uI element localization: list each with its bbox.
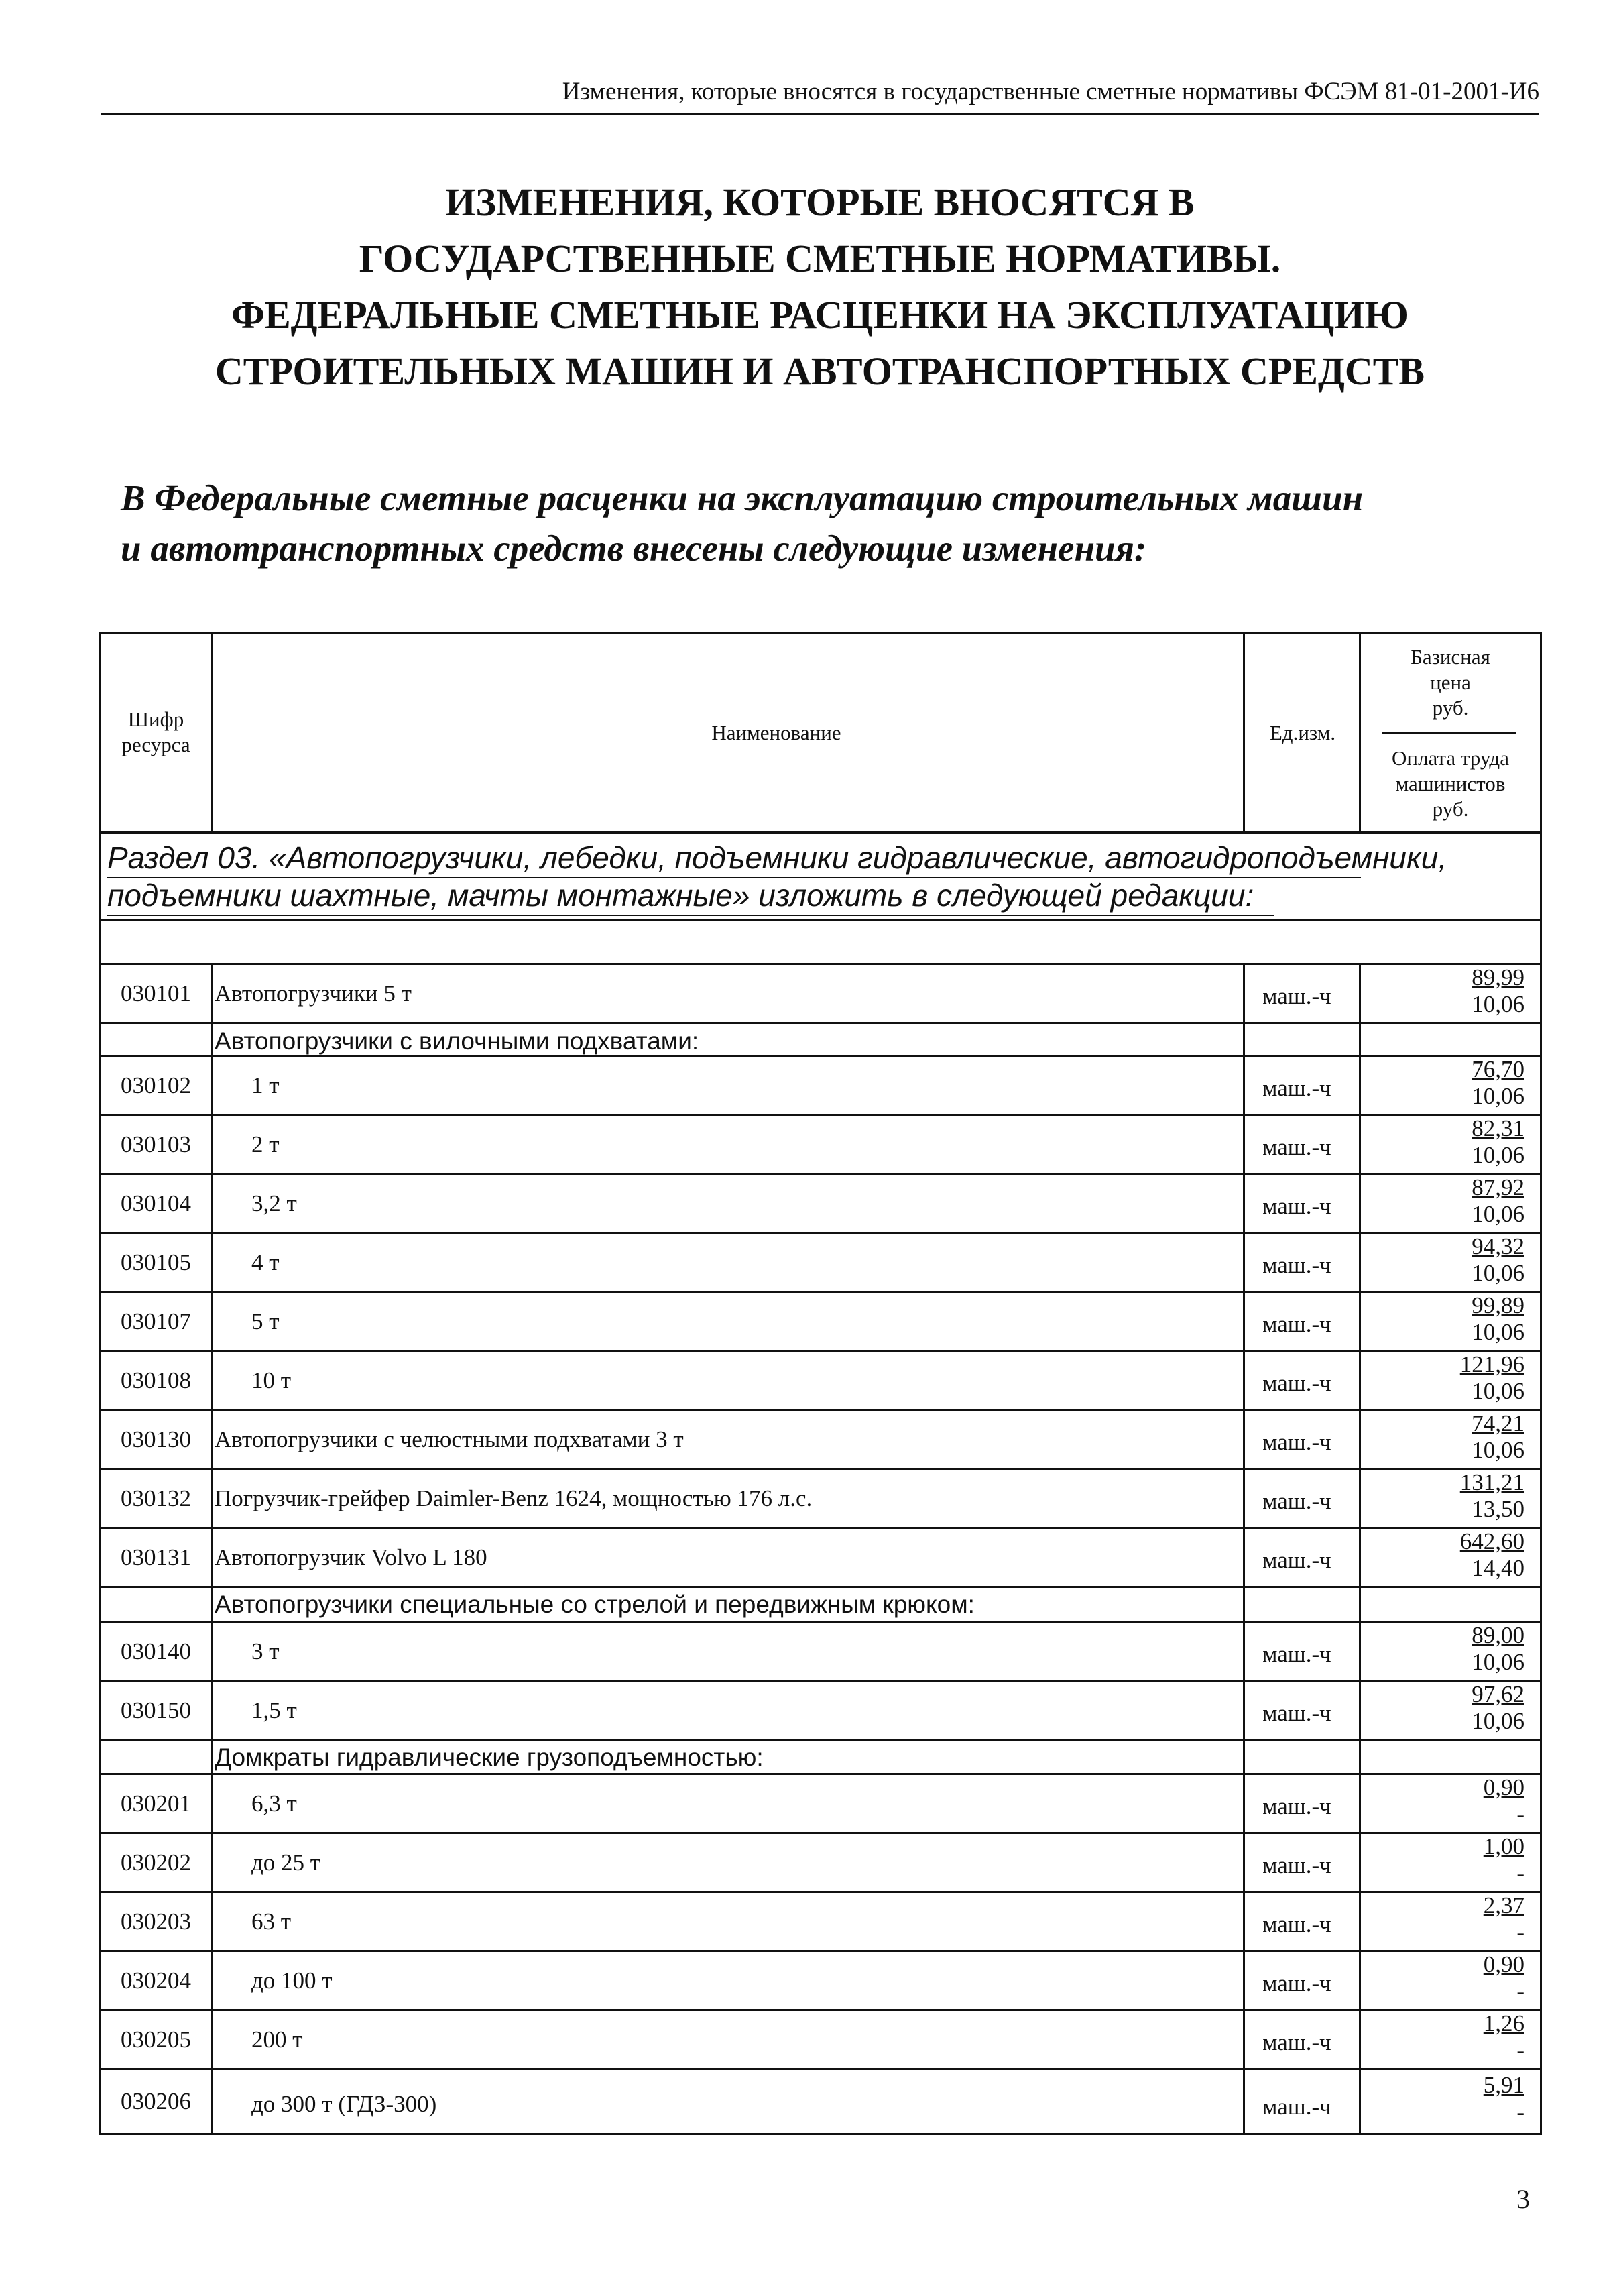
row-code: 030107 [121,1308,191,1334]
row-price [1361,1528,1524,1582]
table-row [101,1891,1540,1950]
row-rule [101,1739,1540,1741]
row-name: 5 т [251,1308,280,1334]
row-price [1361,2072,1524,2126]
row-base-price: 87,92 [1472,1174,1524,1200]
row-code: 030105 [121,1249,191,1275]
row-price [1361,1951,1524,2005]
header-rule [101,113,1539,115]
row-price [1361,1622,1524,1676]
row-base-price: 0,90 [1483,1951,1524,1977]
table-row [101,1468,1540,1527]
row-base-price: 76,70 [1472,1056,1524,1082]
row-base-price: 94,32 [1472,1233,1524,1259]
row-labor-price: 10,06 [1472,991,1524,1017]
page-number: 3 [1516,2184,1530,2214]
row-unit: маш.-ч [1262,1134,1331,1160]
row-name: 6,3 т [251,1790,297,1817]
row-code: 030102 [121,1072,191,1098]
row-name: Автопогрузчик Volvo L 180 [215,1544,487,1570]
row-name: Автопогрузчики с челюстными подхватами 3 т [215,1426,684,1452]
row-unit: маш.-ч [1262,1970,1331,1996]
row-name: Автопогрузчики 5 т [215,980,412,1007]
section-underline [107,877,1361,878]
row-base-price: 97,62 [1472,1681,1524,1707]
row-unit: маш.-ч [1262,1700,1331,1726]
row-rule [101,1022,1540,1024]
table-row [101,2068,1540,2133]
row-unit: маш.-ч [1262,1370,1331,1396]
header-code: Шифр ресурса [121,707,190,756]
row-base-price: 2,37 [1483,1892,1524,1918]
row-name: 10 т [251,1367,292,1393]
row-code: 030131 [121,1544,191,1570]
row-labor-price: 10,06 [1472,1260,1524,1286]
row-code: 030203 [121,1908,191,1935]
row-labor-price: 13,50 [1472,1496,1524,1522]
row-name: 4 т [251,1249,280,1275]
row-labor-price: 10,06 [1472,1142,1524,1168]
row-base-price: 642,60 [1459,1528,1524,1554]
row-base-price: 0,90 [1483,1774,1524,1800]
rates-table [99,632,1542,2135]
running-head: Изменения, которые вносятся в государственные сметные нормативы ФСЭМ 81-01-2001-И6 [562,78,1539,105]
header-price-divider [1382,732,1516,734]
row-labor-price: 10,06 [1472,1378,1524,1404]
row-unit: маш.-ч [1262,2029,1331,2055]
row-name: 63 т [251,1908,292,1935]
row-unit: маш.-ч [1262,1252,1331,1278]
intro-line: и автотранспортных средств внесены следующие изменения: [121,528,1147,569]
row-labor-price: 10,06 [1472,1201,1524,1227]
row-labor-price: - [1516,1801,1524,1827]
row-labor-price: 10,06 [1472,1649,1524,1675]
header-col-divider [211,634,213,831]
table-row [101,2009,1540,2068]
row-code: 030103 [121,1131,191,1157]
row-price [1361,1774,1524,1828]
row-unit: маш.-ч [1262,1429,1331,1455]
table-row [101,1621,1540,1680]
header-col-divider [1359,634,1361,831]
header-price: Базисная цена руб. [1411,645,1490,720]
row-base-price: 89,99 [1472,964,1524,990]
row-labor-price: 10,06 [1472,1708,1524,1734]
row-unit: маш.-ч [1262,1547,1331,1573]
row-base-price: 1,00 [1483,1833,1524,1859]
row-name: до 25 т [251,1849,321,1876]
row-labor-price: - [1516,1860,1524,1886]
row-labor-price: 10,06 [1472,1437,1524,1463]
row-base-price: 131,21 [1459,1469,1524,1495]
section-rule [101,919,1540,921]
table-row [101,1114,1540,1173]
row-name: 2 т [251,1131,280,1157]
row-labor-price: - [1516,2037,1524,2063]
row-name: до 100 т [251,1967,333,1994]
title-line: СТРОИТЕЛЬНЫХ МАШИН И АВТОТРАНСПОРТНЫХ СРЕДСТВ [215,349,1425,393]
table-row [101,1832,1540,1891]
row-code: 030130 [121,1426,191,1452]
row-name: 3,2 т [251,1190,297,1216]
intro-line: В Федеральные сметные расценки на эксплуатацию строительных машин [121,477,1364,518]
document-title [101,174,1539,400]
row-unit: маш.-ч [1262,1193,1331,1219]
row-name: 1 т [251,1072,280,1098]
header-bottom-rule [101,831,1540,834]
row-price [1361,2010,1524,2064]
row-unit: маш.-ч [1262,1488,1331,1514]
row-code: 030140 [121,1638,191,1664]
row-code: 030206 [121,2088,191,2114]
row-code: 030104 [121,1190,191,1216]
row-base-price: 99,89 [1472,1292,1524,1318]
table-row [101,1950,1540,2009]
section-heading: Раздел 03. «Автопогрузчики, лебедки, подъемники гидравлические, автогидроподъемники, подъемники шахтные, мачты монтажные» изложить в следующей редакции: [107,840,1447,913]
row-name: 200 т [251,2026,303,2053]
title-line: ФЕДЕРАЛЬНЫЕ СМЕТНЫЕ РАСЦЕНКИ НА ЭКСПЛУАТАЦИЮ [231,293,1409,337]
row-price [1361,1115,1524,1169]
row-price [1361,1233,1524,1287]
row-base-price: 1,26 [1483,2010,1524,2036]
row-base-price: 89,00 [1472,1622,1524,1648]
row-price [1361,1681,1524,1735]
row-rule [101,1586,1540,1588]
row-unit: маш.-ч [1262,2093,1331,2120]
row-labor-price: - [1516,1919,1524,1945]
row-labor-price: 14,40 [1472,1555,1524,1581]
row-unit: маш.-ч [1262,1911,1331,1937]
row-code: 030150 [121,1697,191,1723]
row-name: 1,5 т [251,1697,297,1723]
row-labor-price: 10,06 [1472,1083,1524,1109]
row-base-price: 5,91 [1483,2072,1524,2098]
row-code: 030201 [121,1790,191,1817]
table-row [101,1680,1540,1739]
table-row [101,1173,1540,1232]
table-row [101,1055,1540,1114]
header-labor: Оплата труда машинистов руб. [1392,746,1509,821]
row-price [1361,1410,1524,1464]
row-price [1361,1469,1524,1523]
table-row [101,1350,1540,1409]
row-price [1361,1056,1524,1110]
title-line: ИЗМЕНЕНИЯ, КОТОРЫЕ ВНОСЯТСЯ В [445,180,1195,224]
intro-paragraph [121,473,1542,573]
row-labor-price: - [1516,2099,1524,2125]
row-base-price: 74,21 [1472,1410,1524,1436]
row-name: 3 т [251,1638,280,1664]
header-col-divider [1243,634,1245,831]
group-heading: Автопогрузчики с вилочными подхватами: [215,1027,699,1055]
row-unit: маш.-ч [1262,1793,1331,1819]
row-price [1361,1892,1524,1946]
section-underline [107,915,1274,916]
row-labor-price: 10,06 [1472,1319,1524,1345]
row-code: 030205 [121,2026,191,2053]
row-price [1361,1292,1524,1346]
header-unit: Ед.изм. [1269,721,1336,744]
row-unit: маш.-ч [1262,1311,1331,1337]
row-unit: маш.-ч [1262,1075,1331,1101]
row-price [1361,1351,1524,1405]
row-code: 030108 [121,1367,191,1393]
row-labor-price: - [1516,1978,1524,2004]
row-base-price: 82,31 [1472,1115,1524,1141]
row-code: 030202 [121,1849,191,1876]
group-heading: Домкраты гидравлические грузоподъемностью: [215,1743,764,1771]
table-row [101,963,1540,1022]
title-line: ГОСУДАРСТВЕННЫЕ СМЕТНЫЕ НОРМАТИВЫ. [359,237,1281,280]
row-price [1361,1174,1524,1228]
row-base-price: 121,96 [1459,1351,1524,1377]
row-name: до 300 т (ГДЗ-300) [251,2091,437,2117]
table-row [101,1291,1540,1350]
row-unit: маш.-ч [1262,1852,1331,1878]
group-heading: Автопогрузчики специальные со стрелой и передвижным крюком: [215,1591,975,1618]
row-unit: маш.-ч [1262,1641,1331,1667]
row-name: Погрузчик-грейфер Daimler-Benz 1624, мощностью 176 л.с. [215,1485,813,1511]
table-row [101,1773,1540,1832]
table-row [101,1232,1540,1291]
row-price [1361,964,1524,1018]
row-price [1361,1833,1524,1887]
row-code: 030132 [121,1485,191,1511]
header-name: Наименование [711,721,841,744]
row-unit: маш.-ч [1262,983,1331,1009]
table-row [101,1409,1540,1468]
table-row [101,1527,1540,1586]
row-code: 030101 [121,980,191,1007]
row-code: 030204 [121,1967,191,1994]
